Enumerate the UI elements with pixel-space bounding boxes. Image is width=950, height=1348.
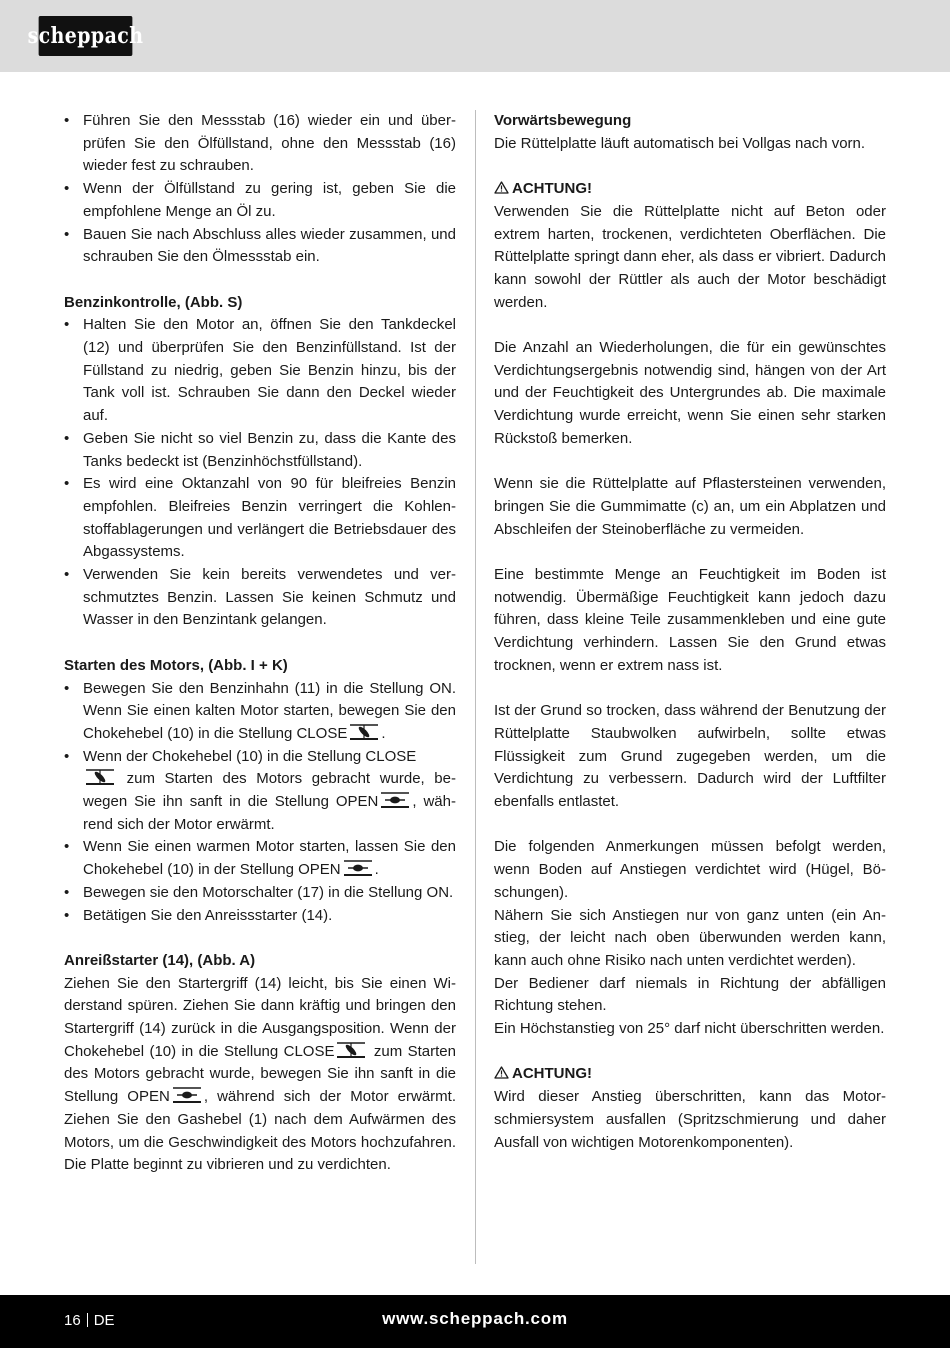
warning-title: ACHTUNG! (512, 180, 592, 198)
text: . (374, 861, 379, 879)
list-item: • Verwenden Sie kein bereits verwendetes und verschmutztes Benzin. Lassen Sie keinen Schmutz und Wasser in den Benzintank gelangen. (64, 564, 456, 632)
paragraph: Eine bestimmte Menge an Feuchtigkeit im Boden ist notwendig. Übermäßige Feuchtigkeit kann jedoch dazu führen, dass kleine Teile zusammenkleben und eine gute Verdichtung verhindern. Lassen Sie den Grund etwas trocknen, wenn er extrem nass ist. (494, 566, 886, 674)
column-divider (475, 110, 476, 1264)
paragraph: Die folgenden Anmerkungen müssen befolgt werden, wenn Boden auf Anstiegen verdichtet wird (Hügel, Böschungen). (494, 838, 886, 901)
paragraph: Ist der Grund so trocken, dass während der Benutzung der Rüttelplatte Staubwolken aufwirbeln, sollte etwas Flüssigkeit zum Grund zugegeben werden, um die Verdichtung zu verbessern. Dadurch wird der Luftfilter ebenfalls entlastet. (494, 702, 886, 811)
choke-close-icon (84, 768, 116, 786)
paragraph: Der Bediener darf niemals in Richtung der abfälligen Richtung stehen. (494, 974, 886, 1015)
list-item: • Bauen Sie nach Abschluss alles wieder zusammen, und schrauben Sie den Ölmessstab ein. (64, 224, 456, 269)
choke-open-icon (379, 791, 411, 809)
text: Wenn Sie einen warmen Motor starten, lassen Sie den Chokehebel (10) in der Stellung OPEN (83, 838, 456, 879)
language-code: DE (93, 1312, 115, 1329)
start-engine-list (64, 678, 456, 928)
warning-heading (494, 1063, 886, 1086)
list-item: • Halten Sie den Motor an, öffnen Sie den Tankdeckel (12) und überprüfen Sie den Benzinfüllstand. Ist der Füllstand zu niedrig, geben Sie Benzin hinzu, bis der Tank voll ist. Schrauben Sie dann den Deckel wieder auf. (64, 314, 456, 428)
warning-triangle-icon (494, 1066, 509, 1079)
list-item (64, 746, 456, 837)
text: Bewegen Sie den Benzinhahn (11) in die Stellung ON. Wenn Sie einen kalten Motor starten, bewegen Sie den Chokehebel (10) in die Stellung CLOSE (83, 679, 456, 742)
list-item: • Es wird eine Oktanzahl von 90 für bleifreies Benzin empfohlen. Bleifreies Benzin verringert die Kohlenstoffablagerungen und verlängert die Betriebsdauer des Abgassystems. (64, 473, 456, 564)
warning-text: Wird dieser Anstieg überschritten, kann das Motorschmiersystem ausfallen (Spritzschmierung und daher Ausfall von wichtigen Motorenkomponenten). (494, 1088, 886, 1151)
section-heading-benzinkontrolle: Benzinkontrolle, (Abb. S) (64, 293, 243, 311)
warning-heading (494, 178, 886, 201)
text: , während sich der Motor erwärmt. (83, 793, 456, 833)
list-item: • Betätigen Sie den Anreissstarter (14). (64, 905, 456, 928)
section-heading-starten: Starten des Motors, (Abb. I + K) (64, 656, 288, 674)
warning-title: ACHTUNG! (512, 1065, 592, 1083)
list-item: • Wenn der Ölfüllstand zu gering ist, geben Sie die empfohlene Menge an Öl zu. (64, 178, 456, 223)
scheppach-logo: scheppach (39, 16, 133, 56)
right-column (494, 110, 886, 1154)
text: Wenn der Chokehebel (10) in die Stellung CLOSE (83, 747, 417, 765)
choke-close-icon (335, 1041, 367, 1059)
anreissstarter-paragraph (64, 973, 456, 1177)
choke-close-icon (348, 723, 380, 741)
footer-bar (0, 1295, 950, 1348)
text: Ziehen Sie den Startergriff (14) leicht, bis Sie einen Widerstand spüren. Ziehen Sie dann kräftig und bringen den Startergriff (14) zurück in die Ausgangsposition. Wenn der Chokehebel (10) in die Stellung CLOSE (64, 974, 456, 1060)
section-heading-anreissstarter: Anreißstarter (14), (Abb. A) (64, 951, 256, 969)
section-heading-vorwaertsbewegung: Vorwärtsbewegung (494, 112, 632, 129)
paragraph: Nähern Sie sich Anstiegen nur von ganz unten (ein Anstieg, der leicht nach oben überwunden werden kann, kann auch ohne Risiko nach unten verdichtet werden). (494, 906, 886, 969)
paragraph: Die Anzahl an Wiederholungen, die für ein gewünschtes Verdichtungsergebnis notwendig sind, hängen von der Art und der Feuchtigkeit des Untergrundes ab. Die maximale Verdichtung wurde erreicht, wenn Sie einen sehr starken Rückstoß bemerken. (494, 339, 886, 447)
warning-triangle-icon (494, 181, 509, 194)
paragraph: Die Rüttelplatte läuft automatisch bei Vollgas nach vorn. (494, 134, 866, 152)
list-item (64, 678, 456, 746)
list-item (64, 836, 456, 881)
oil-check-list (64, 110, 456, 269)
list-item: • Bewegen sie den Motorschalter (17) in die Stellung ON. (64, 882, 456, 905)
paragraph: Wenn sie die Rüttelplatte auf Pflastersteinen verwenden, bringen Sie die Gummimatte (c) an, um ein Abplatzen und Abschleifen der Steinoberfläche zu vermeiden. (494, 475, 886, 538)
text: zum Starten des Motors gebracht wurde, bewegen Sie ihn sanft in die Stellung OPEN (64, 1042, 456, 1106)
warning-text: Verwenden Sie die Rüttelplatte nicht auf Beton oder extrem harten, trockenen, verdichteten Oberflächen. Die Rüttelplatte springt dann eher, als dass er vibriert. Dadurch kann sowohl der Rüttler als auch der Motor beschädigt werden. (494, 202, 886, 311)
text: zum Starten des Motors gebracht wurde, bewegen Sie ihn sanft in die Stellung OPEN (83, 770, 456, 811)
choke-open-icon (171, 1086, 203, 1104)
page-number-value: 16 (64, 1312, 81, 1329)
left-column (64, 110, 456, 1177)
list-item: • Geben Sie nicht so viel Benzin zu, dass die Kante des Tanks bedeckt ist (Benzinhöchstfüllstand). (64, 428, 456, 473)
website-url[interactable]: www.scheppach.com (382, 1309, 568, 1328)
fuel-check-list (64, 314, 456, 632)
header-bar (0, 0, 950, 72)
list-item: • Führen Sie den Messstab (16) wieder ein und überprüfen Sie den Ölfüllstand, ohne den Messstab (16) wieder fest zu schrauben. (64, 110, 456, 178)
text: , während sich der Motor erwärmt. Ziehen Sie den Gashebel (1) nach dem Aufwärmen des Motors, um die Geschwindigkeit des Motors hochzufahren. Die Platte beginnt zu vibrieren und zu verdichten. (64, 1088, 456, 1174)
choke-open-icon (342, 859, 374, 877)
paragraph: Ein Höchstanstieg von 25° darf nicht überschritten werden. (494, 1020, 885, 1038)
text: . (381, 724, 386, 742)
